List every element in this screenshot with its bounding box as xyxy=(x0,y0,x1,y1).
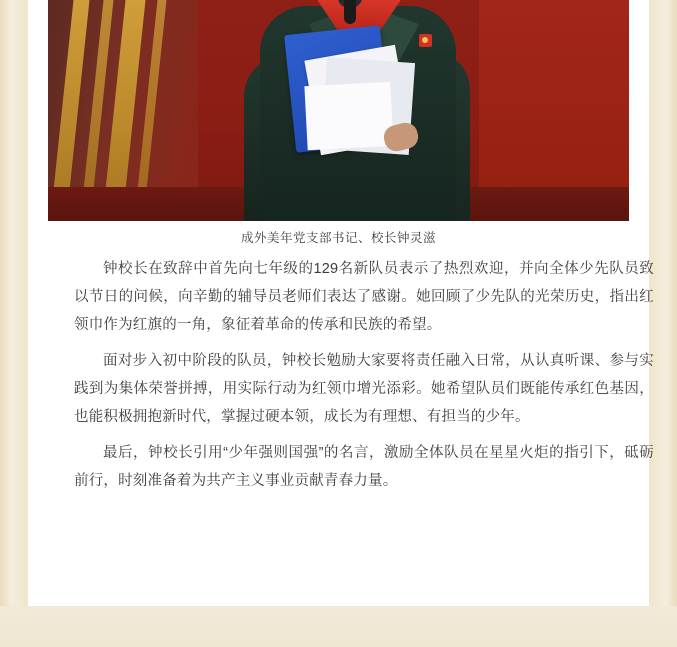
footer-strip xyxy=(0,606,677,647)
photo-caption: 成外美年党支部书记、校长钟灵滋 xyxy=(240,231,436,245)
paragraph: 最后，钟校长引用“少年强则国强”的名言，激励全体队员在星星火炬的指引下，砥砺前行，时刻准备着为共产主义事业贡献青春力量。 xyxy=(74,445,654,489)
paragraph: 面对步入初中阶段的队员，钟校长勉励大家要将责任融入日常，从认真听课、参与实践到为集体荣誉拼搏，用实际行动为红领巾增光添彩。她希望队员们既能传承红色基因，也能积极拥抱新时代，掌握过硬本领，成长为有理想、有担当的少年。 xyxy=(74,353,654,425)
ceremony-photo xyxy=(48,0,629,221)
paragraph: 钟校长在致辞中首先向七年级的129名新队员表示了热烈欢迎，并向全体少先队员致以节日的问候，向辛勤的辅导员老师们表达了感谢。她回顾了少先队的光荣历史，指出红领巾作为红旗的一角，象征着革命的传承和民族的希望。 xyxy=(74,261,654,333)
decorative-frame-left xyxy=(0,0,28,647)
party-badge-icon xyxy=(419,34,432,47)
article-body xyxy=(74,255,654,503)
speech-paper xyxy=(304,82,393,150)
article-card xyxy=(28,0,654,600)
photo-canvas xyxy=(48,0,629,221)
microphone-icon xyxy=(344,0,356,24)
